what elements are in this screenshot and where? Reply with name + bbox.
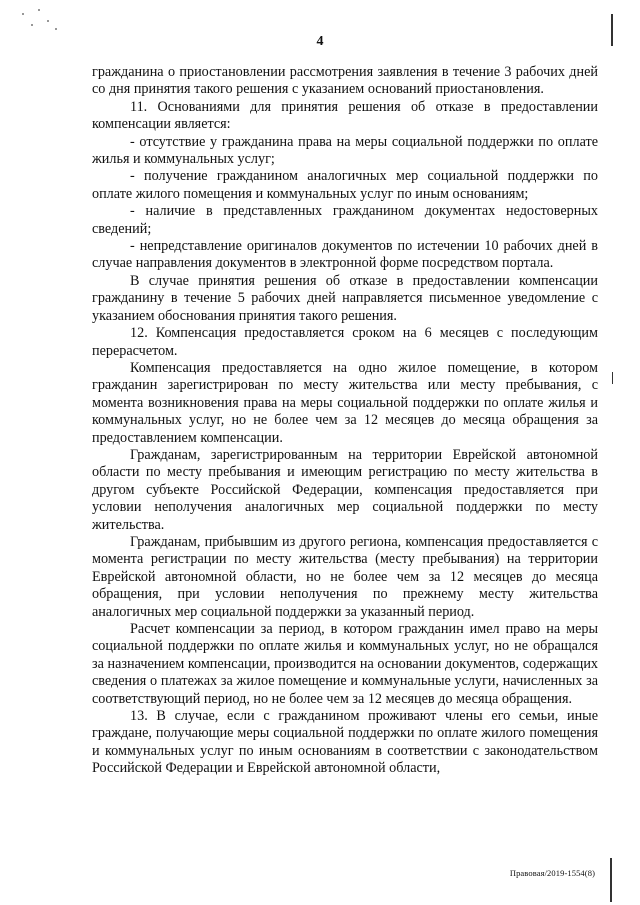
scan-speck bbox=[55, 28, 57, 30]
list-item: - отсутствие у гражданина права на меры социальной поддержки по оплате жилья и коммунальных услуг; bbox=[92, 133, 598, 168]
paragraph: Гражданам, прибывшим из другого региона, компенсация предоставляется с момента регистрации по месту жительства (месту пребывания) на территории Еврейской автономной области, но не более чем за 12 месяцев до месяца обращения, при условии неполучения по прежнему месту жительства аналогичных мер социальной поддержки за указанный период. bbox=[92, 533, 598, 620]
paragraph: Гражданам, зарегистрированным на территории Еврейской автономной области по месту пребывания и имеющим регистрацию по месту жительства в другом субъекте Российской Федерации, компенсация предоставляется при условии неполучения аналогичных мер социальной поддержки по месту жительства. bbox=[92, 446, 598, 533]
document-footer-code: Правовая/2019-1554(8) bbox=[509, 868, 595, 878]
scan-speck bbox=[38, 9, 40, 11]
paragraph: Расчет компенсации за период, в котором гражданин имел право на меры социальной поддержки по оплате жилья и коммунальных услуг, но не обращался за назначением компенсации, производится на основании документов, содержащих сведения о платежах за жилое помещение и коммунальные услуги, начисленных за соответствующий период, но не более чем за 12 месяцев до месяца обращения. bbox=[92, 621, 598, 707]
paragraph: гражданина о приостановлении рассмотрения заявления в течение 3 рабочих дней со дня принятия такого решения с указанием оснований приостановления. bbox=[92, 64, 598, 98]
list-item: - получение гражданином аналогичных мер социальной поддержки по оплате жилого помещения и коммунальных услуг по иным основаниям; bbox=[92, 168, 598, 202]
document-body bbox=[92, 64, 598, 778]
list-item: - непредставление оригиналов документов по истечении 10 рабочих дней в случае направления документов в электронной форме посредством портала. bbox=[92, 238, 598, 272]
paragraph: В случае принятия решения об отказе в предоставлении компенсации гражданину в течение 5 рабочих дней направляется письменное уведомление с указанием обоснования принятия такого решения. bbox=[92, 272, 598, 324]
scan-speck bbox=[47, 20, 49, 22]
scan-speck bbox=[31, 24, 33, 26]
scan-edge-mark bbox=[612, 372, 613, 384]
scan-speck bbox=[22, 13, 24, 15]
scan-edge-mark bbox=[610, 858, 612, 902]
paragraph: 12. Компенсация предоставляется сроком на 6 месяцев с последующим перерасчетом. bbox=[92, 325, 598, 359]
paragraph: 13. В случае, если с гражданином проживают члены его семьи, иные граждане, получающие меры социальной поддержки по оплате жилого помещения и коммунальных услуг по иным основаниям в соответствии с законодательством Российской Федерации и Еврейской автономной области, bbox=[92, 708, 598, 777]
paragraph: Компенсация предоставляется на одно жилое помещение, в котором гражданин зарегистрирован по месту жительства или месту пребывания, с момента возникновения права на меры социальной поддержки по оплате жилья и коммунальных услуг, но не более чем за 12 месяцев до месяца обращения за предоставлением компенсации. bbox=[92, 359, 598, 446]
paragraph: 11. Основаниями для принятия решения об отказе в предоставлении компенсации является: bbox=[92, 98, 598, 133]
page-number: 4 bbox=[316, 34, 324, 49]
list-item: - наличие в представленных гражданином документах недостоверных сведений; bbox=[92, 203, 598, 237]
